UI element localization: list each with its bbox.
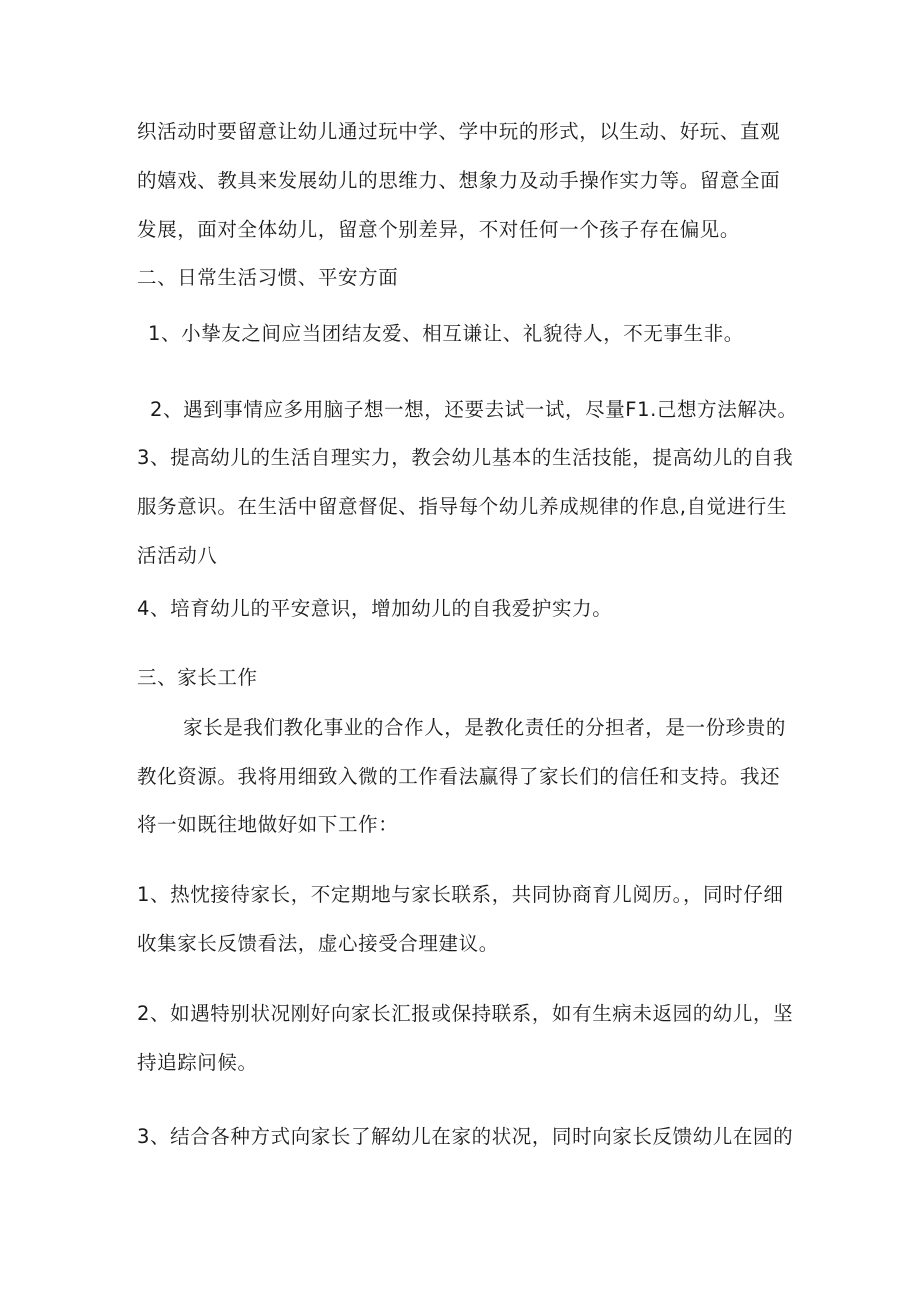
paragraph-line: 家长是我们教化事业的合作人，是教化责任的分担者，是一份珍贵的 [183,716,787,739]
paragraph-line: 持追踪问候。 [137,1051,258,1074]
list-item: 3、提高幼儿的生活自理实力，教会幼儿基本的生活技能，提高幼儿的自我 [137,446,794,469]
paragraph-line: 的嬉戏、教具来发展幼儿的思维力、想象力及动手操作实力等。留意全面 [137,169,781,192]
paragraph-line: 织活动时要留意让幼儿通过玩中学、学中玩的形式，以生动、好玩、直观 [137,120,781,143]
paragraph-line: 教化资源。我将用细致入微的工作看法赢得了家长们的信任和支持。我还 [137,765,781,788]
list-item: 3、结合各种方式向家长了解幼儿在家的状况，同时向家长反馈幼儿在园的 [137,1125,794,1148]
list-item: 2、如遇特别状况刚好向家长汇报或保持联系，如有生病未返园的幼儿，坚 [137,1002,794,1025]
list-item: 4、培育幼儿的平安意识，增加幼儿的自我爱护实力。 [137,597,613,620]
paragraph-line: 收集家长反馈看法，虚心接受合理建议。 [137,932,499,955]
paragraph-line: 发展，面对全体幼儿，留意个别差异，不对任何一个孩子存在偏见。 [137,218,741,241]
paragraph-line: 活活动八 [137,544,218,567]
section-heading: 二、日常生活习惯、平安方面 [137,266,399,289]
list-item: 1、热忱接待家长，不定期地与家长联系，共同协商育儿阅历。，同时仔细 [137,883,784,906]
paragraph-line: 将一如既往地做好如下工作： [137,813,399,836]
paragraph-line: 服务意识。在生活中留意督促、指导每个幼儿养成规律的作息,自觉进行生 [137,495,787,518]
list-item: 2、遇到事情应多用脑子想一想，还要去试一试，尽量F1.己想方法解决。 [150,398,798,421]
list-item: 1、小挚友之间应当团结友爱、相互谦让、礼貌待人，不无事生非。 [148,322,744,345]
section-heading: 三、家长工作 [137,666,258,689]
